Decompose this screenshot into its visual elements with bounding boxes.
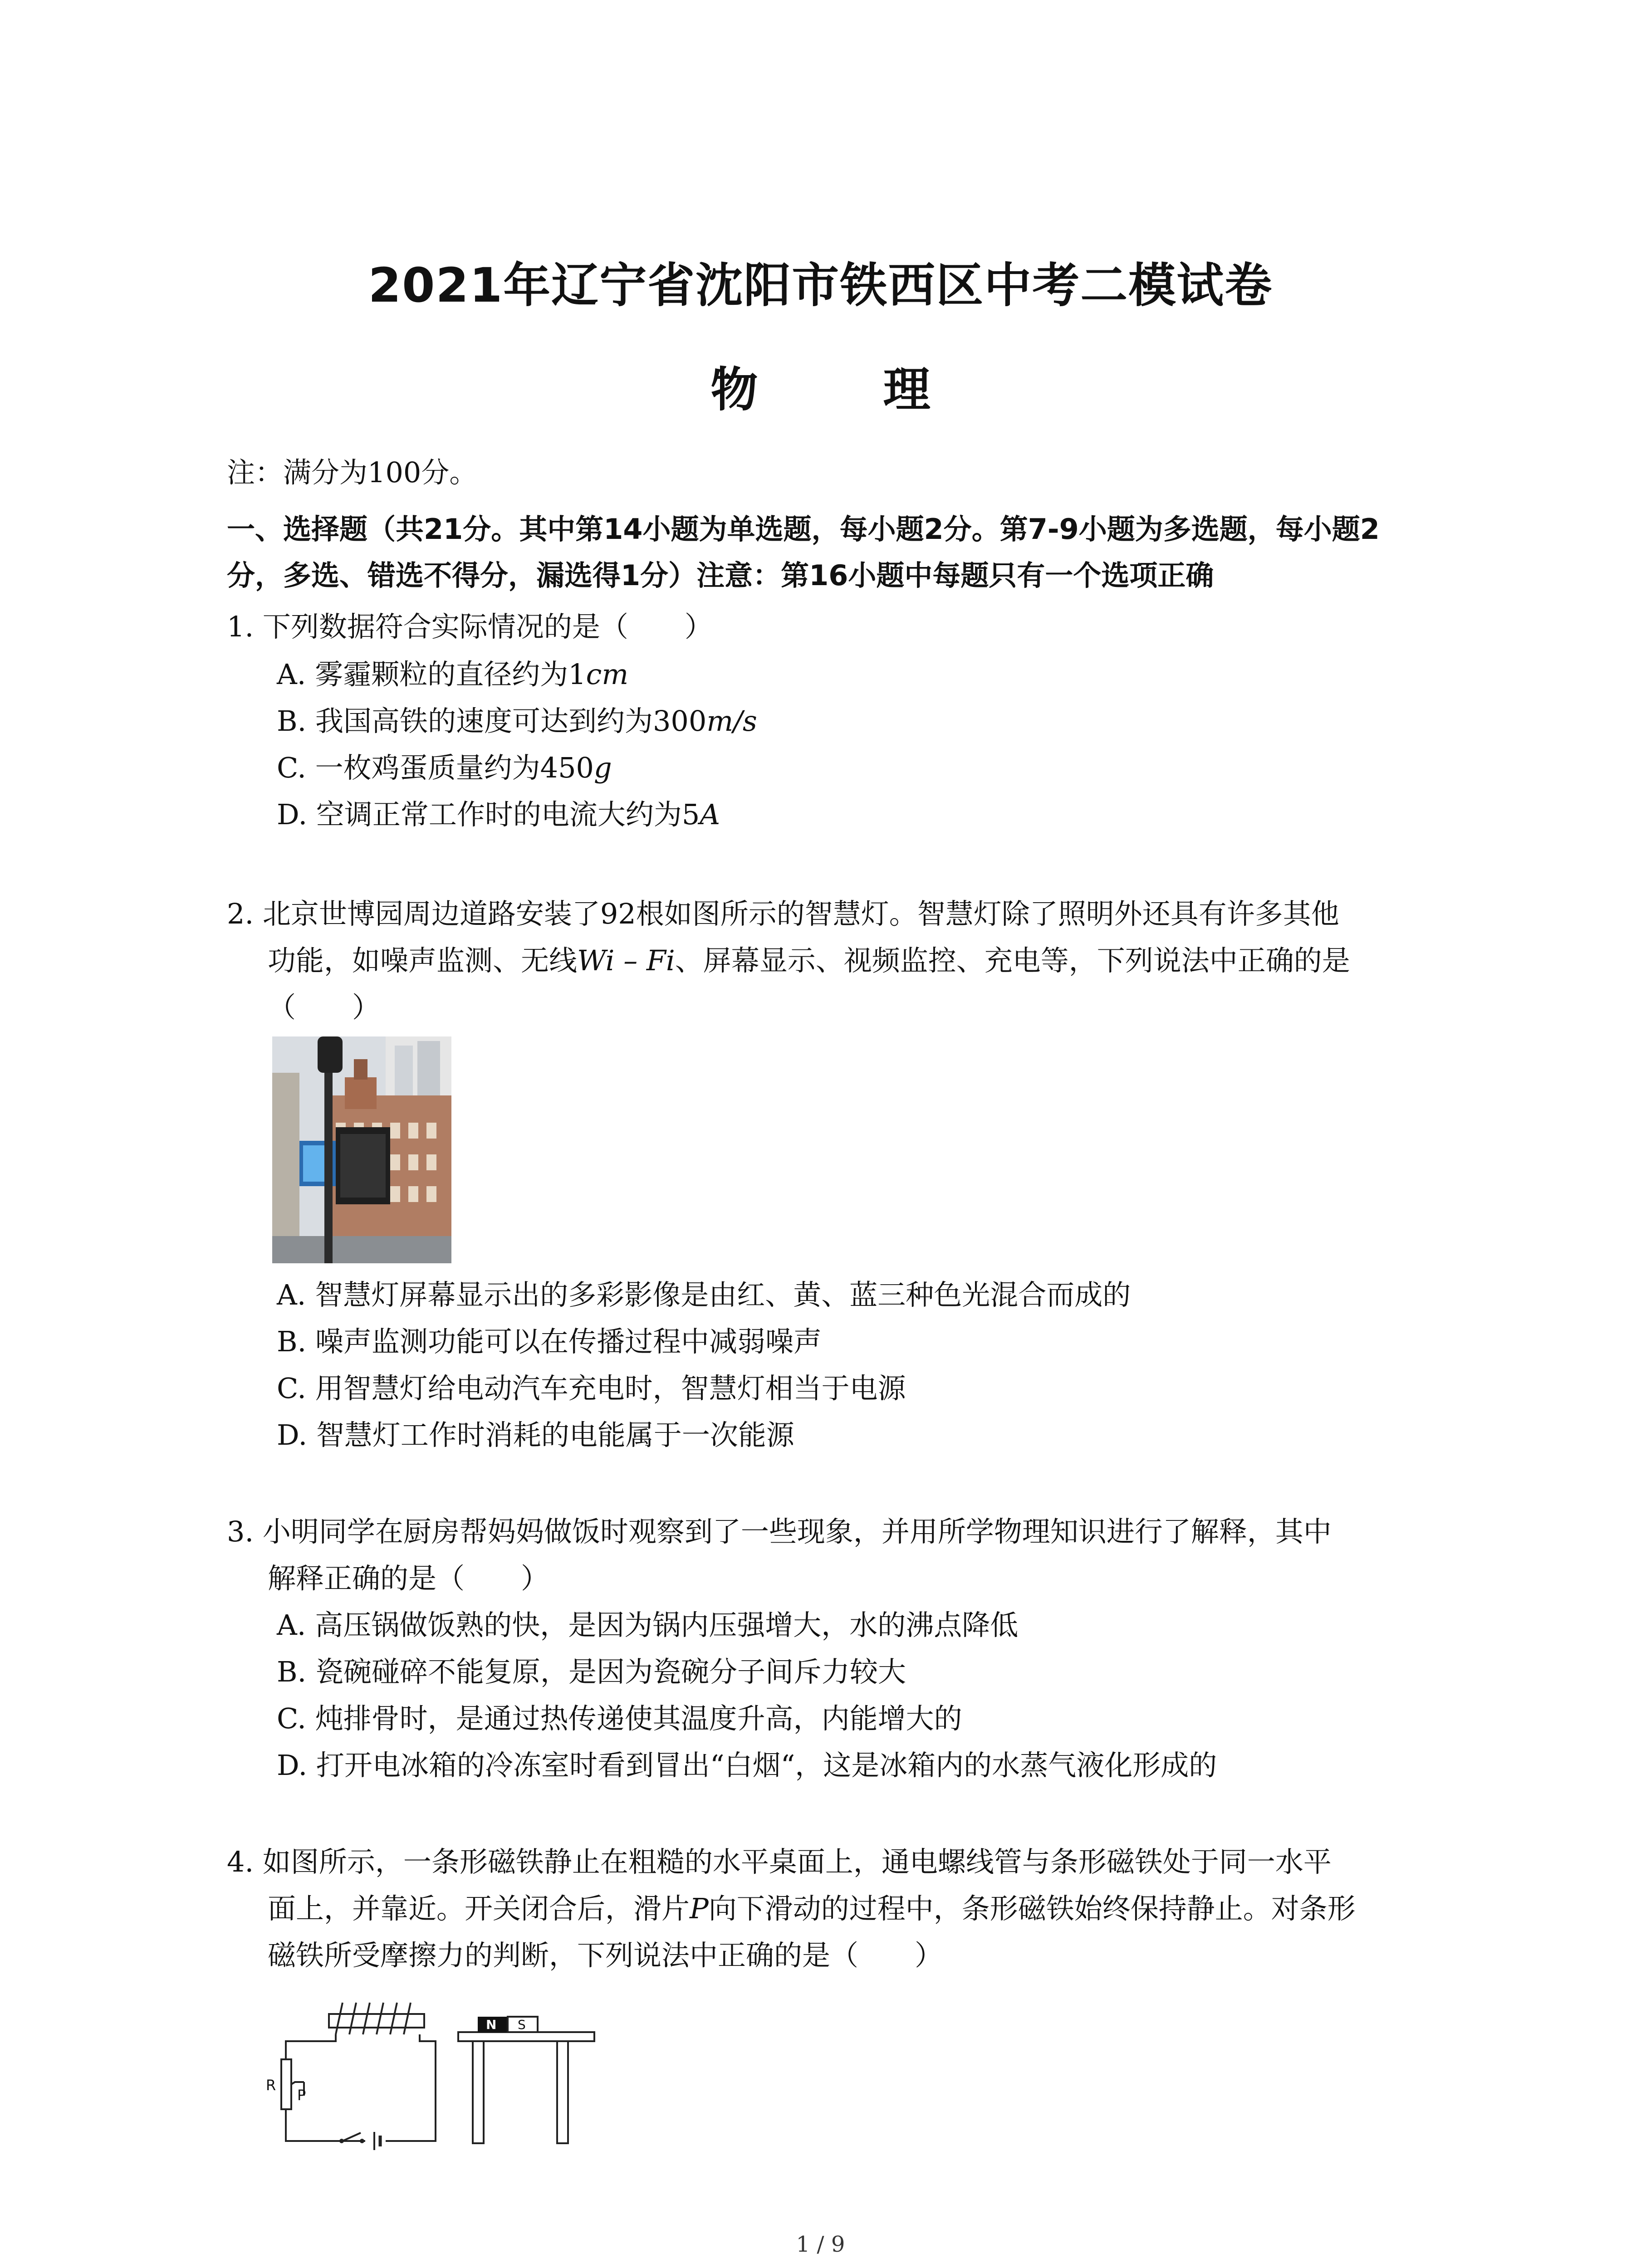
q3-stem-line2: 解释正确的是（ ） — [268, 1562, 549, 1595]
q2-option-c: C. 用智慧灯给电动汽车充电时，智慧灯相当于电源 — [277, 1372, 906, 1405]
q1-option-a: A. 雾霾颗粒的直径约为1cm — [277, 658, 629, 691]
section-header-line1: 一、选择题（共21分。其中第14小题为单选题，每小题2分。第7-9小题为多选题，每小题2 — [227, 513, 1380, 546]
q2-option-d: D. 智慧灯工作时消耗的电能属于一次能源 — [277, 1418, 794, 1452]
rheostat-label: R — [266, 2077, 276, 2094]
q2-stem-line3: （ ） — [268, 991, 381, 1024]
q3-stem-line1: 3. 小明同学在厨房帮妈妈做饭时观察到了一些现象，并用所学物理知识进行了解释，其中 — [227, 1515, 1332, 1548]
q3-option-c: C. 炖排骨时，是通过热传递使其温度升高，内能增大的 — [277, 1702, 962, 1735]
q4-stem-line2: 面上，并靠近。开关闭合后，滑片P向下滑动的过程中，条形磁铁始终保持静止。对条形 — [268, 1892, 1356, 1925]
solenoid-magnet-diagram — [263, 1991, 608, 2155]
q3-option-a: A. 高压锅做饭熟的快，是因为锅内压强增大，水的沸点降低 — [277, 1608, 1019, 1642]
q1-option-d: D. 空调正常工作时的电流大约为5A — [277, 798, 720, 831]
q1-option-b: B. 我国高铁的速度可达到约为300m/s — [277, 704, 757, 738]
q1-option-c: C. 一枚鸡蛋质量约为450g — [277, 751, 612, 784]
q4-stem-line3: 磁铁所受摩擦力的判断，下列说法中正确的是（ ） — [268, 1939, 943, 1972]
q1-stem: 1. 下列数据符合实际情况的是（ ） — [227, 610, 713, 643]
q2-stem-line1: 2. 北京世博园周边道路安装了92根如图所示的智慧灯。智慧灯除了照明外还具有许多其他 — [227, 897, 1339, 930]
south-pole-label: S — [518, 2017, 526, 2032]
q4-stem-line1: 4. 如图所示，一条形磁铁静止在粗糙的水平桌面上，通电螺线管与条形磁铁处于同一水平 — [227, 1845, 1332, 1878]
q2-option-a: A. 智慧灯屏幕显示出的多彩影像是由红、黄、蓝三种色光混合而成的 — [277, 1278, 1131, 1311]
exam-title: 2021年辽宁省沈阳市铁西区中考二模试卷 — [368, 258, 1273, 313]
slider-label: P — [297, 2087, 306, 2104]
q3-option-d: D. 打开电冰箱的冷冻室时看到冒出“白烟“，这是冰箱内的水蒸气液化形成的 — [277, 1749, 1217, 1782]
smart-lamp-photo — [272, 1036, 451, 1263]
north-pole-label: N — [486, 2017, 497, 2032]
subject-title: 物 理 — [710, 362, 985, 417]
q2-stem-line2: 功能，如噪声监测、无线Wi – Fi、屏幕显示、视频监控、充电等，下列说法中正确的是 — [268, 944, 1350, 977]
q3-option-b: B. 瓷碗碰碎不能复原，是因为瓷碗分子间斥力较大 — [277, 1655, 906, 1688]
q2-option-b: B. 噪声监测功能可以在传播过程中减弱噪声 — [277, 1325, 822, 1358]
score-note: 注：满分为100分。 — [227, 456, 478, 489]
section-header-line2: 分，多选、错选不得分，漏选得1分）注意：第16小题中每题只有一个选项正确 — [227, 559, 1214, 592]
page-number: 1 / 9 — [796, 2232, 845, 2257]
